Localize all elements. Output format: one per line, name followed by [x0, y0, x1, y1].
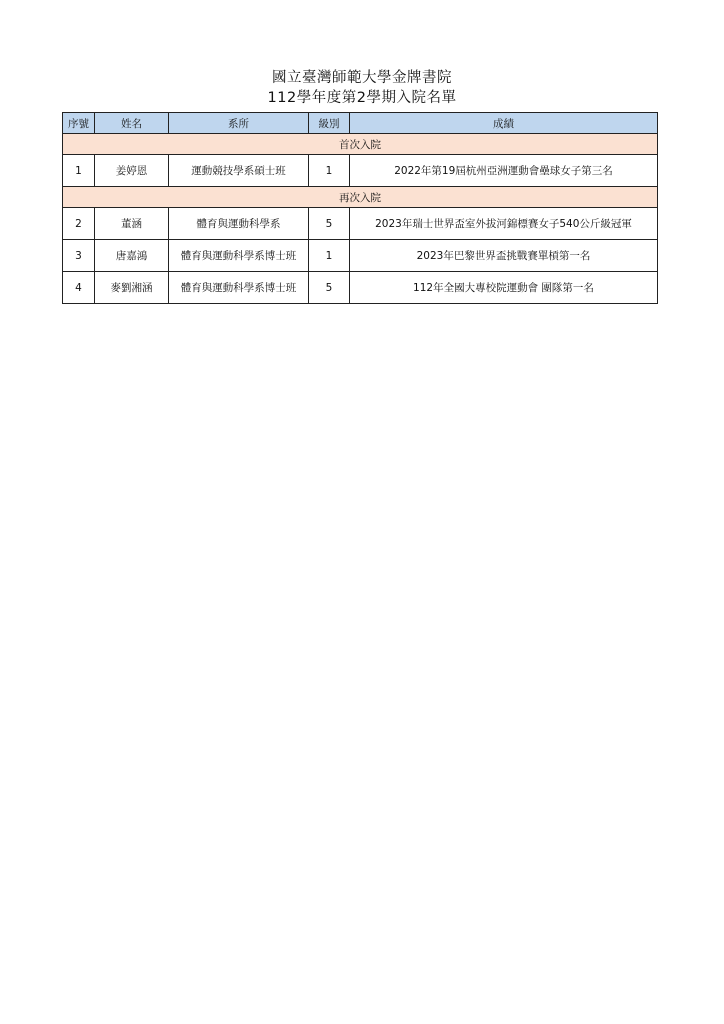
table-row	[63, 155, 658, 187]
document-title	[0, 68, 724, 108]
cell-name: 姜婷恩	[95, 155, 169, 187]
cell-department: 體育與運動科學系博士班	[169, 272, 309, 304]
cell-achievement: 2023年巴黎世界盃挑戰賽單槓第一名	[350, 240, 658, 272]
section-label: 再次入院	[63, 187, 658, 208]
header-department: 系所	[169, 113, 309, 134]
cell-level: 5	[309, 208, 350, 240]
section-row-re-admission	[63, 187, 658, 208]
cell-name: 唐嘉鴻	[95, 240, 169, 272]
section-row-first-admission	[63, 134, 658, 155]
header-level: 級別	[309, 113, 350, 134]
cell-serial: 3	[63, 240, 95, 272]
cell-department: 體育與運動科學系	[169, 208, 309, 240]
title-list-name: 112學年度第2學期入院名單	[267, 90, 457, 106]
table-row	[63, 272, 658, 304]
admission-table	[62, 112, 658, 304]
cell-serial: 4	[63, 272, 95, 304]
cell-level: 1	[309, 155, 350, 187]
cell-level: 1	[309, 240, 350, 272]
cell-department: 運動競技學系碩士班	[169, 155, 309, 187]
cell-achievement: 112年全國大專校院運動會 團隊第一名	[350, 272, 658, 304]
cell-serial: 2	[63, 208, 95, 240]
table-header-row	[63, 113, 658, 134]
cell-level: 5	[309, 272, 350, 304]
cell-achievement: 2023年瑞士世界盃室外拔河錦標賽女子540公斤級冠軍	[350, 208, 658, 240]
table-row	[63, 240, 658, 272]
header-serial: 序號	[63, 113, 95, 134]
cell-name: 麥劉湘涵	[95, 272, 169, 304]
cell-serial: 1	[63, 155, 95, 187]
table-row	[63, 208, 658, 240]
cell-department: 體育與運動科學系博士班	[169, 240, 309, 272]
header-achievement: 成績	[350, 113, 658, 134]
cell-achievement: 2022年第19屆杭州亞洲運動會壘球女子第三名	[350, 155, 658, 187]
title-institution: 國立臺灣師範大學金牌書院	[272, 70, 452, 86]
section-label: 首次入院	[63, 134, 658, 155]
header-name: 姓名	[95, 113, 169, 134]
cell-name: 董涵	[95, 208, 169, 240]
